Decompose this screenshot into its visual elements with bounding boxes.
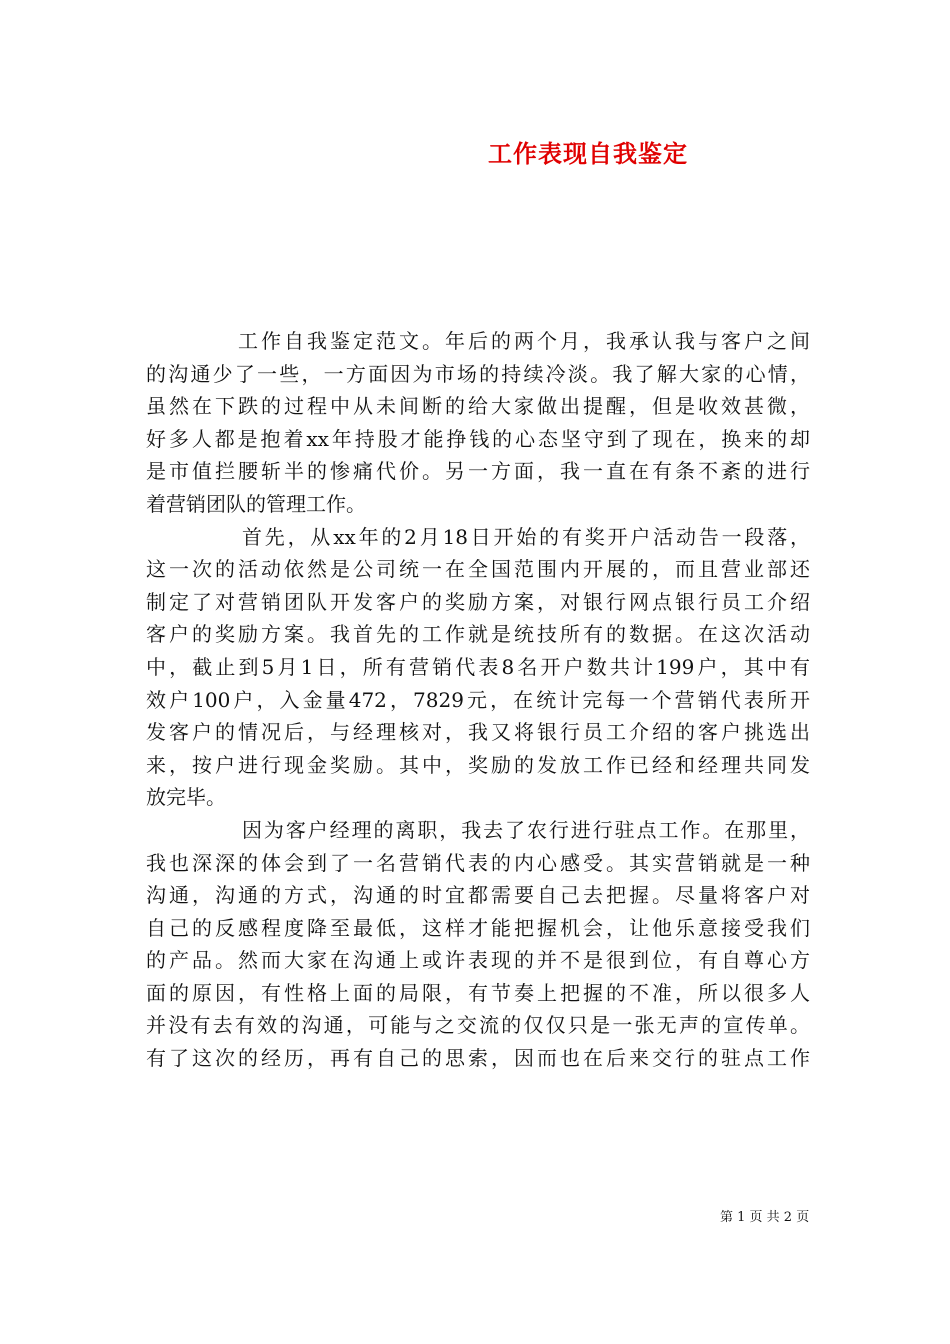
page-footer: 第 1 页 共 2 页 — [720, 1210, 810, 1225]
text-line: 客户的奖励方案。我首先的工作就是统技所有的数据。在这次活动 — [146, 622, 810, 647]
text-line: 有了这次的经历，再有自己的思索，因而也在后来交行的驻点工作 — [146, 1046, 810, 1071]
text-line: 发客户的情况后，与经理核对，我又将银行员工介绍的客户挑选出 — [146, 720, 810, 745]
text-line: 的产品。然而大家在沟通上或许表现的并不是很到位，有自尊心方 — [146, 948, 810, 973]
text-line: 中，截止到5月1日，所有营销代表8名开户数共计199户，其中有 — [146, 654, 810, 679]
text-line: 放完毕。 — [146, 785, 226, 810]
text-line: 自己的反感程度降至最低，这样才能把握机会，让他乐意接受我们 — [146, 915, 810, 940]
text-line: 面的原因，有性格上面的局限，有节奏上把握的不准，所以很多人 — [146, 980, 810, 1005]
text-line: 工作自我鉴定范文。年后的两个月，我承认我与客户之间 — [238, 329, 810, 353]
paragraph-3 — [146, 814, 810, 1075]
document-title: 工作表现自我鉴定 — [488, 139, 688, 168]
text-line: 好多人都是抱着xx年持股才能挣钱的心态坚守到了现在，换来的却 — [146, 426, 810, 451]
text-line: 效户100户，入金量472，7829元，在统计完每一个营销代表所开 — [146, 687, 810, 712]
text-line: 来，按户进行现金奖励。其中，奖励的发放工作已经和经理共同发 — [146, 752, 810, 777]
document-body — [146, 325, 810, 1075]
paragraph-1 — [146, 325, 810, 521]
text-line: 的沟通少了一些，一方面因为市场的持续冷淡。我了解大家的心情， — [146, 361, 810, 386]
text-line: 并没有去有效的沟通，可能与之交流的仅仅只是一张无声的宣传单。 — [146, 1013, 810, 1038]
text-line: 着营销团队的管理工作。 — [146, 491, 366, 516]
text-line: 沟通，沟通的方式，沟通的时宜都需要自己去把握。尽量将客户对 — [146, 883, 810, 908]
text-line: 我也深深的体会到了一名营销代表的内心感受。其实营销就是一种 — [146, 850, 810, 875]
text-line: 虽然在下跌的过程中从未间断的给大家做出提醒，但是收效甚微， — [146, 394, 810, 419]
text-line: 因为客户经理的离职，我去了农行进行驻点工作。在那里， — [242, 817, 810, 842]
text-line: 这一次的活动依然是公司统一在全国范围内开展的，而且营业部还 — [146, 557, 810, 582]
text-line: 是市值拦腰斩半的惨痛代价。另一方面，我一直在有条不紊的进行 — [146, 459, 810, 484]
text-line: 制定了对营销团队开发客户的奖励方案，对银行网点银行员工介绍 — [146, 589, 810, 614]
text-line: 首先，从xx年的2月18日开始的有奖开户活动告一段落， — [242, 524, 810, 549]
paragraph-2 — [146, 521, 810, 814]
